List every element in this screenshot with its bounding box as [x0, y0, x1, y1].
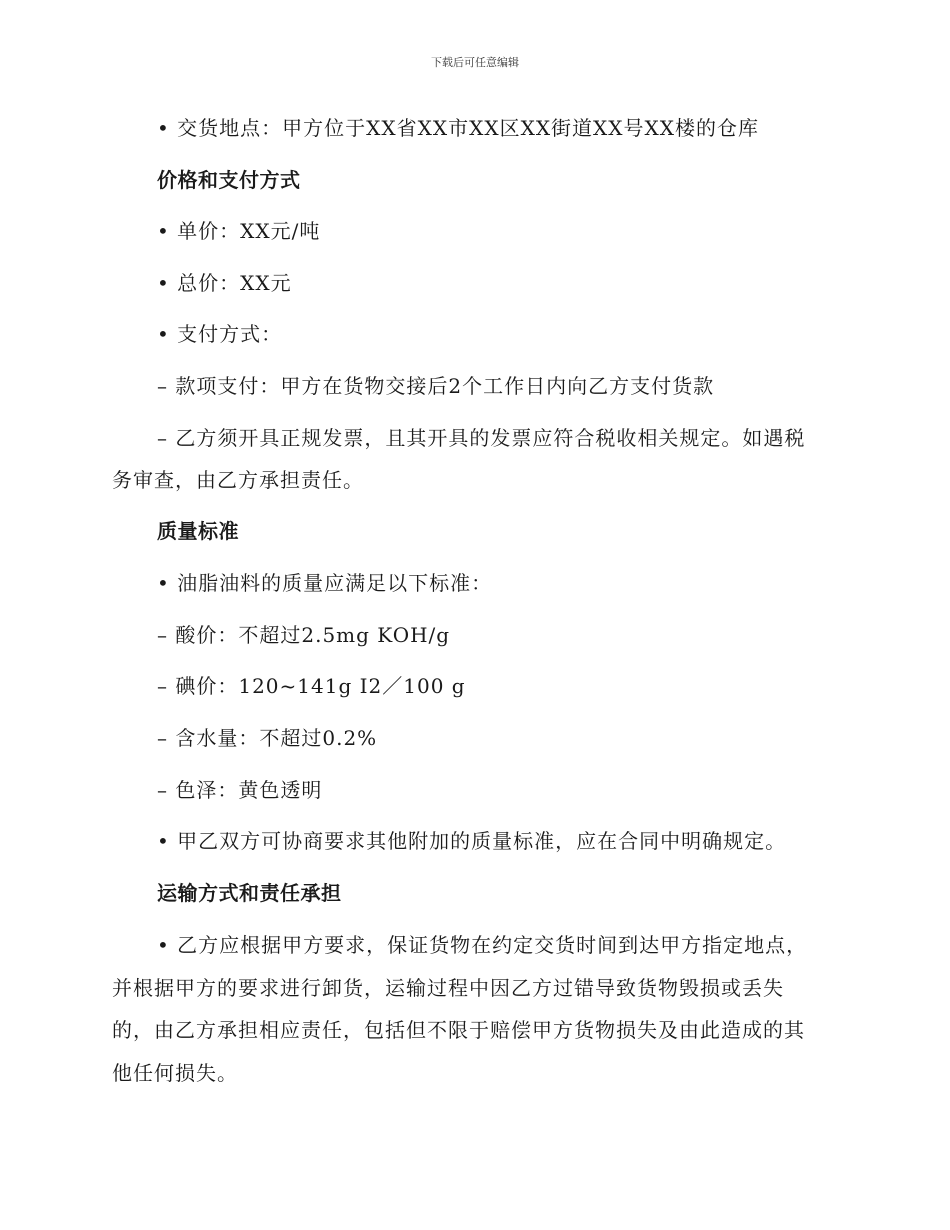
delivery-location: • 交货地点：甲方位于XX省XX市XX区XX街道XX号XX楼的仓库 [157, 116, 760, 140]
unit-price: • 单价：XX元/吨 [157, 219, 321, 243]
total-price: • 总价：XX元 [157, 271, 292, 295]
acid-value: – 酸价：不超过2.5mg KOH/g [157, 623, 451, 647]
payment-term: – 款项支付：甲方在货物交接后2个工作日内向乙方支付货款 [157, 374, 715, 398]
quality-intro: • 油脂油料的质量应满足以下标准： [157, 571, 493, 595]
transport-paragraph-line4: 他任何损失。 [112, 1061, 238, 1085]
color-standard: – 色泽：黄色透明 [157, 778, 323, 802]
invoice-paragraph-line1: – 乙方须开具正规发票，且其开具的发票应符合税收相关规定。如遇税 [157, 426, 806, 450]
section-heading-transport: 运输方式和责任承担 [157, 881, 342, 905]
transport-paragraph-line3: 的，由乙方承担相应责任，包括但不限于赔偿甲方货物损失及由此造成的其 [112, 1018, 805, 1042]
transport-paragraph-line2: 并根据甲方的要求进行卸货，运输过程中因乙方过错导致货物毁损或丢失 [112, 976, 784, 1000]
section-heading-quality: 质量标准 [157, 519, 239, 543]
invoice-paragraph-line2: 务审查，由乙方承担责任。 [112, 468, 364, 492]
extra-quality-standards: • 甲乙双方可协商要求其他附加的质量标准，应在合同中明确规定。 [157, 829, 787, 853]
water-content: – 含水量：不超过0.2% [157, 726, 378, 750]
transport-paragraph-line1: • 乙方应根据甲方要求，保证货物在约定交货时间到达甲方指定地点， [157, 933, 808, 957]
iodine-value: – 碘价：120~141g I2／100 g [157, 674, 466, 698]
section-heading-price: 价格和支付方式 [157, 168, 301, 192]
payment-method: • 支付方式： [157, 322, 283, 346]
page-header: 下载后可任意编辑 [431, 56, 519, 69]
